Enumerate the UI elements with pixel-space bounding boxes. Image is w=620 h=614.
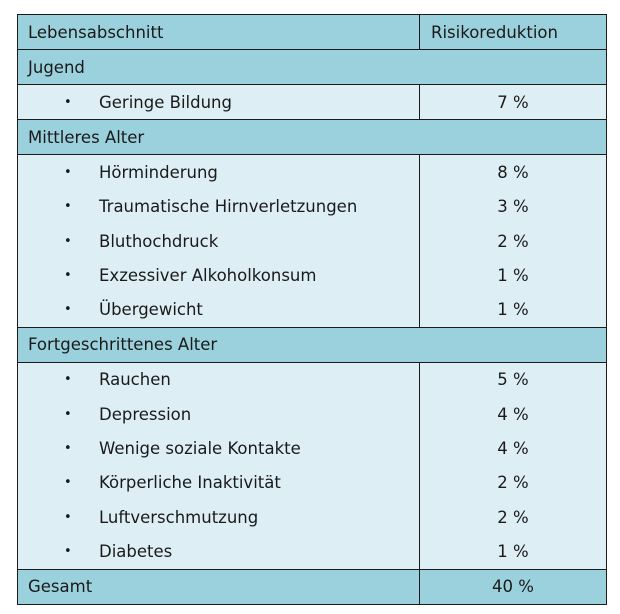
- bullet-icon: •: [64, 233, 72, 249]
- bullet-icon: •: [64, 509, 72, 525]
- list-item: [18, 292, 419, 326]
- list-item: [18, 466, 419, 500]
- list-item: [18, 534, 419, 568]
- bullet-icon: •: [64, 199, 72, 215]
- section-title: Mittleres Alter: [18, 120, 607, 155]
- item-label: Rauchen: [99, 370, 171, 390]
- bullet-icon: •: [64, 475, 72, 491]
- item-value: 4 %: [497, 439, 529, 459]
- values-cell: [420, 85, 607, 120]
- item-label: Luftverschmutzung: [99, 507, 259, 527]
- total-label: Gesamt: [18, 569, 420, 604]
- list-item: [18, 224, 419, 258]
- item-value: 3 %: [497, 197, 529, 217]
- list-item: [18, 190, 419, 224]
- list-item: [18, 258, 419, 292]
- bullet-icon: •: [64, 372, 72, 388]
- header-life-stage: Lebensabschnitt: [18, 15, 420, 50]
- item-value: 4 %: [497, 404, 529, 424]
- values-cell: [420, 362, 607, 569]
- item-value: 8 %: [497, 162, 529, 182]
- bullet-icon: •: [64, 164, 72, 180]
- section-title: Jugend: [18, 50, 607, 85]
- section-body: [18, 362, 607, 569]
- list-item: [18, 431, 419, 465]
- section-row: [18, 120, 607, 155]
- header-risk-reduction: Risikoreduktion: [420, 15, 607, 50]
- item-label: Diabetes: [99, 541, 173, 561]
- bullet-icon: •: [64, 267, 72, 283]
- item-value: 7 %: [497, 92, 529, 112]
- section-row: [18, 50, 607, 85]
- bullet-icon: •: [64, 441, 72, 457]
- item-label: Körperliche Inaktivität: [99, 473, 281, 493]
- table-header-row: [18, 15, 607, 50]
- item-label: Wenige soziale Kontakte: [99, 439, 301, 459]
- item-label: Traumatische Hirnverletzungen: [99, 197, 358, 217]
- section-row: [18, 327, 607, 362]
- bullet-icon: •: [64, 302, 72, 318]
- item-value: 2 %: [497, 473, 529, 493]
- list-item: [18, 500, 419, 534]
- total-row: [18, 569, 607, 604]
- item-label: Exzessiver Alkoholkonsum: [99, 265, 317, 285]
- bullet-icon: •: [64, 94, 72, 110]
- item-label: Bluthochdruck: [99, 231, 219, 251]
- section-body: [18, 155, 607, 327]
- items-cell: [18, 85, 420, 120]
- list-item: [18, 155, 419, 189]
- list-item: [18, 363, 419, 397]
- list-item: [18, 397, 419, 431]
- item-value: 1 %: [497, 541, 529, 561]
- section-title: Fortgeschrittenes Alter: [18, 327, 607, 362]
- item-value: 5 %: [497, 370, 529, 390]
- item-label: Übergewicht: [99, 300, 203, 320]
- risk-reduction-table: [17, 14, 607, 605]
- item-label: Hörminderung: [99, 162, 218, 182]
- item-value: 2 %: [497, 231, 529, 251]
- values-cell: [420, 155, 607, 327]
- risk-table-container: [17, 14, 606, 602]
- bullet-icon: •: [64, 406, 72, 422]
- item-value: 1 %: [497, 300, 529, 320]
- item-label: Depression: [99, 404, 192, 424]
- items-cell: [18, 155, 420, 327]
- item-label: Geringe Bildung: [99, 92, 232, 112]
- items-cell: [18, 362, 420, 569]
- bullet-icon: •: [64, 543, 72, 559]
- section-body: [18, 85, 607, 120]
- total-value: 40 %: [420, 569, 607, 604]
- item-value: 1 %: [497, 265, 529, 285]
- list-item: [18, 85, 419, 119]
- item-value: 2 %: [497, 507, 529, 527]
